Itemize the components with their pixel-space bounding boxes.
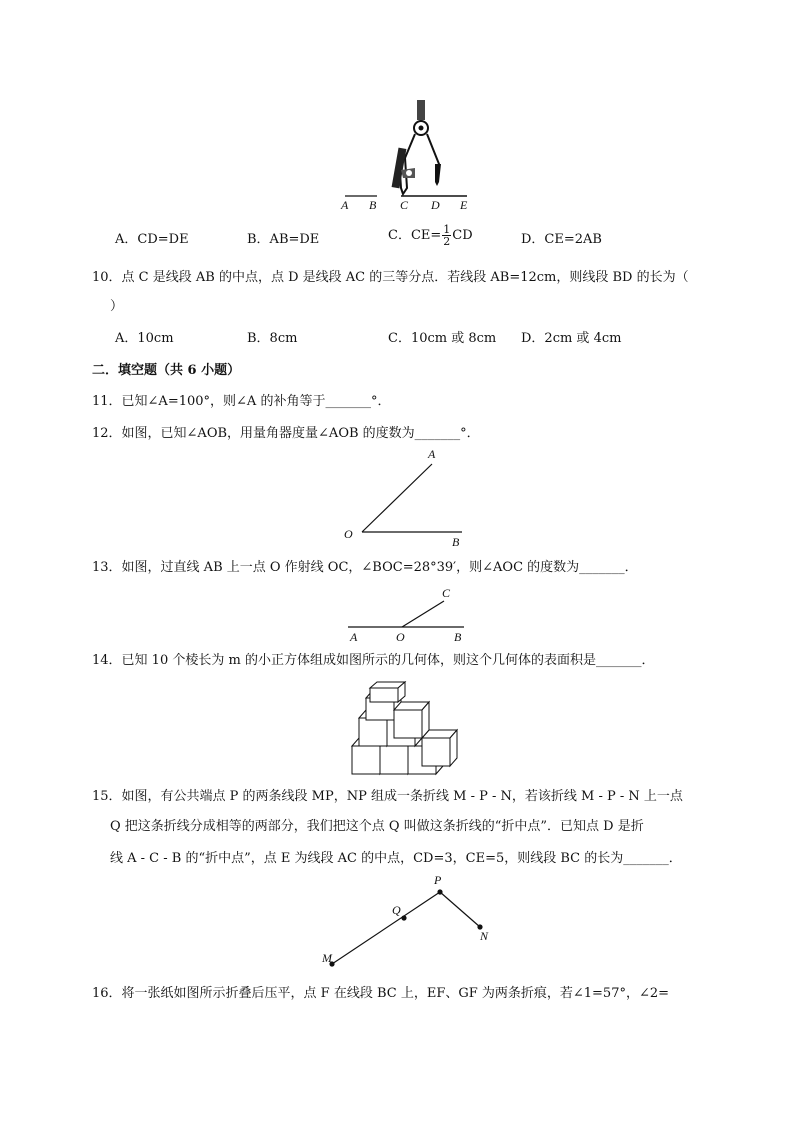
q12-label-a: A (428, 447, 436, 461)
q9-option-d[interactable]: D．CE=2AB (521, 232, 602, 247)
cube (394, 702, 429, 738)
q9-option-a[interactable]: A．CD=DE (115, 232, 189, 247)
q11-text: 11．已知∠A=100°，则∠A 的补角等于_______°． (92, 394, 391, 409)
q14-text: 14．已知 10 个棱长为 m 的小正方体组成如图所示的几何体，则这个几何体的表面积是_______． (92, 653, 655, 668)
q15-line-2: Q 把这条折线分成相等的两部分，我们把这个点 Q 叫做这条折线的“折中点”．已知点 D 是折 (110, 819, 644, 834)
fraction-one-half (442, 224, 451, 247)
q9-compass-figure (335, 98, 475, 216)
q15-line-3: 线 A - C - B 的“折中点”，点 E 为线段 AC 的中点，CD=3，CE=5，则线段 BC 的长为_______． (110, 851, 682, 866)
cube (370, 682, 405, 702)
q12-angle-figure (338, 444, 472, 550)
q15-line-1: 15．如图，有公共端点 P 的两条线段 MP，NP 组成一条折线 M - P - N，若该折线 M - P - N 上一点 (92, 789, 683, 804)
point-p (437, 889, 442, 894)
q13-label-a: A (350, 630, 358, 644)
ray-oc (402, 601, 444, 627)
q9-option-b[interactable]: B．AB=DE (247, 232, 320, 247)
q13-ray-figure (340, 583, 474, 645)
q13-label-c: C (442, 586, 451, 600)
fraction-denominator: 2 (443, 235, 451, 248)
q10-option-d[interactable]: D．2cm 或 4cm (521, 331, 622, 346)
q15-label-n: N (480, 929, 489, 943)
q9-label-b: B (369, 198, 377, 212)
q9-option-c-pre: C．CE= (388, 228, 442, 243)
segment-mp (332, 892, 440, 964)
q15-label-p: P (434, 873, 442, 887)
section-title: 二．填空题（共 6 小题） (92, 363, 241, 378)
q10-paren-close: ） (110, 299, 124, 314)
q12-label-o: O (344, 527, 353, 541)
q9-option-c[interactable] (388, 224, 473, 247)
q9-label-a: A (341, 198, 349, 212)
point-q (401, 915, 406, 920)
fraction-numerator: 1 (443, 223, 451, 236)
compass-icon (392, 100, 441, 194)
q10-stem: 10．点 C 是线段 AB 的中点，点 D 是线段 AC 的三等分点．若线段 AB=12cm，则线段 BD 的长为（ (92, 270, 689, 285)
cube (422, 730, 457, 766)
q16-text: 16．将一张纸如图所示折叠后压平，点 F 在线段 BC 上，EF、GF 为两条折痕，若∠1=57°，∠2= (92, 986, 670, 1001)
q15-label-m: M (322, 951, 332, 965)
q10-option-c[interactable]: C．10cm 或 8cm (388, 331, 497, 346)
q15-broken-line-figure (318, 872, 498, 972)
segment-pn (440, 892, 480, 927)
q13-label-o: O (396, 630, 405, 644)
q13-text: 13．如图，过直线 AB 上一点 O 作射线 OC，∠BOC=28°39′，则∠AOC 的度数为_______． (92, 560, 638, 575)
q10-option-a[interactable]: A．10cm (115, 331, 174, 346)
q9-option-c-post: CD (452, 228, 473, 243)
q9-label-d: D (431, 198, 440, 212)
q15-label-q: Q (392, 903, 401, 917)
cube-stack (352, 682, 457, 774)
q13-label-b: B (454, 630, 462, 644)
q9-label-e: E (460, 198, 468, 212)
q9-label-c: C (400, 198, 409, 212)
q10-option-b[interactable]: B．8cm (247, 331, 298, 346)
ray-oa (362, 464, 432, 532)
q12-text: 12．如图，已知∠AOB，用量角器度量∠AOB 的度数为_______°． (92, 426, 480, 441)
q12-label-b: B (452, 535, 460, 549)
q14-cubes-figure (348, 680, 466, 780)
